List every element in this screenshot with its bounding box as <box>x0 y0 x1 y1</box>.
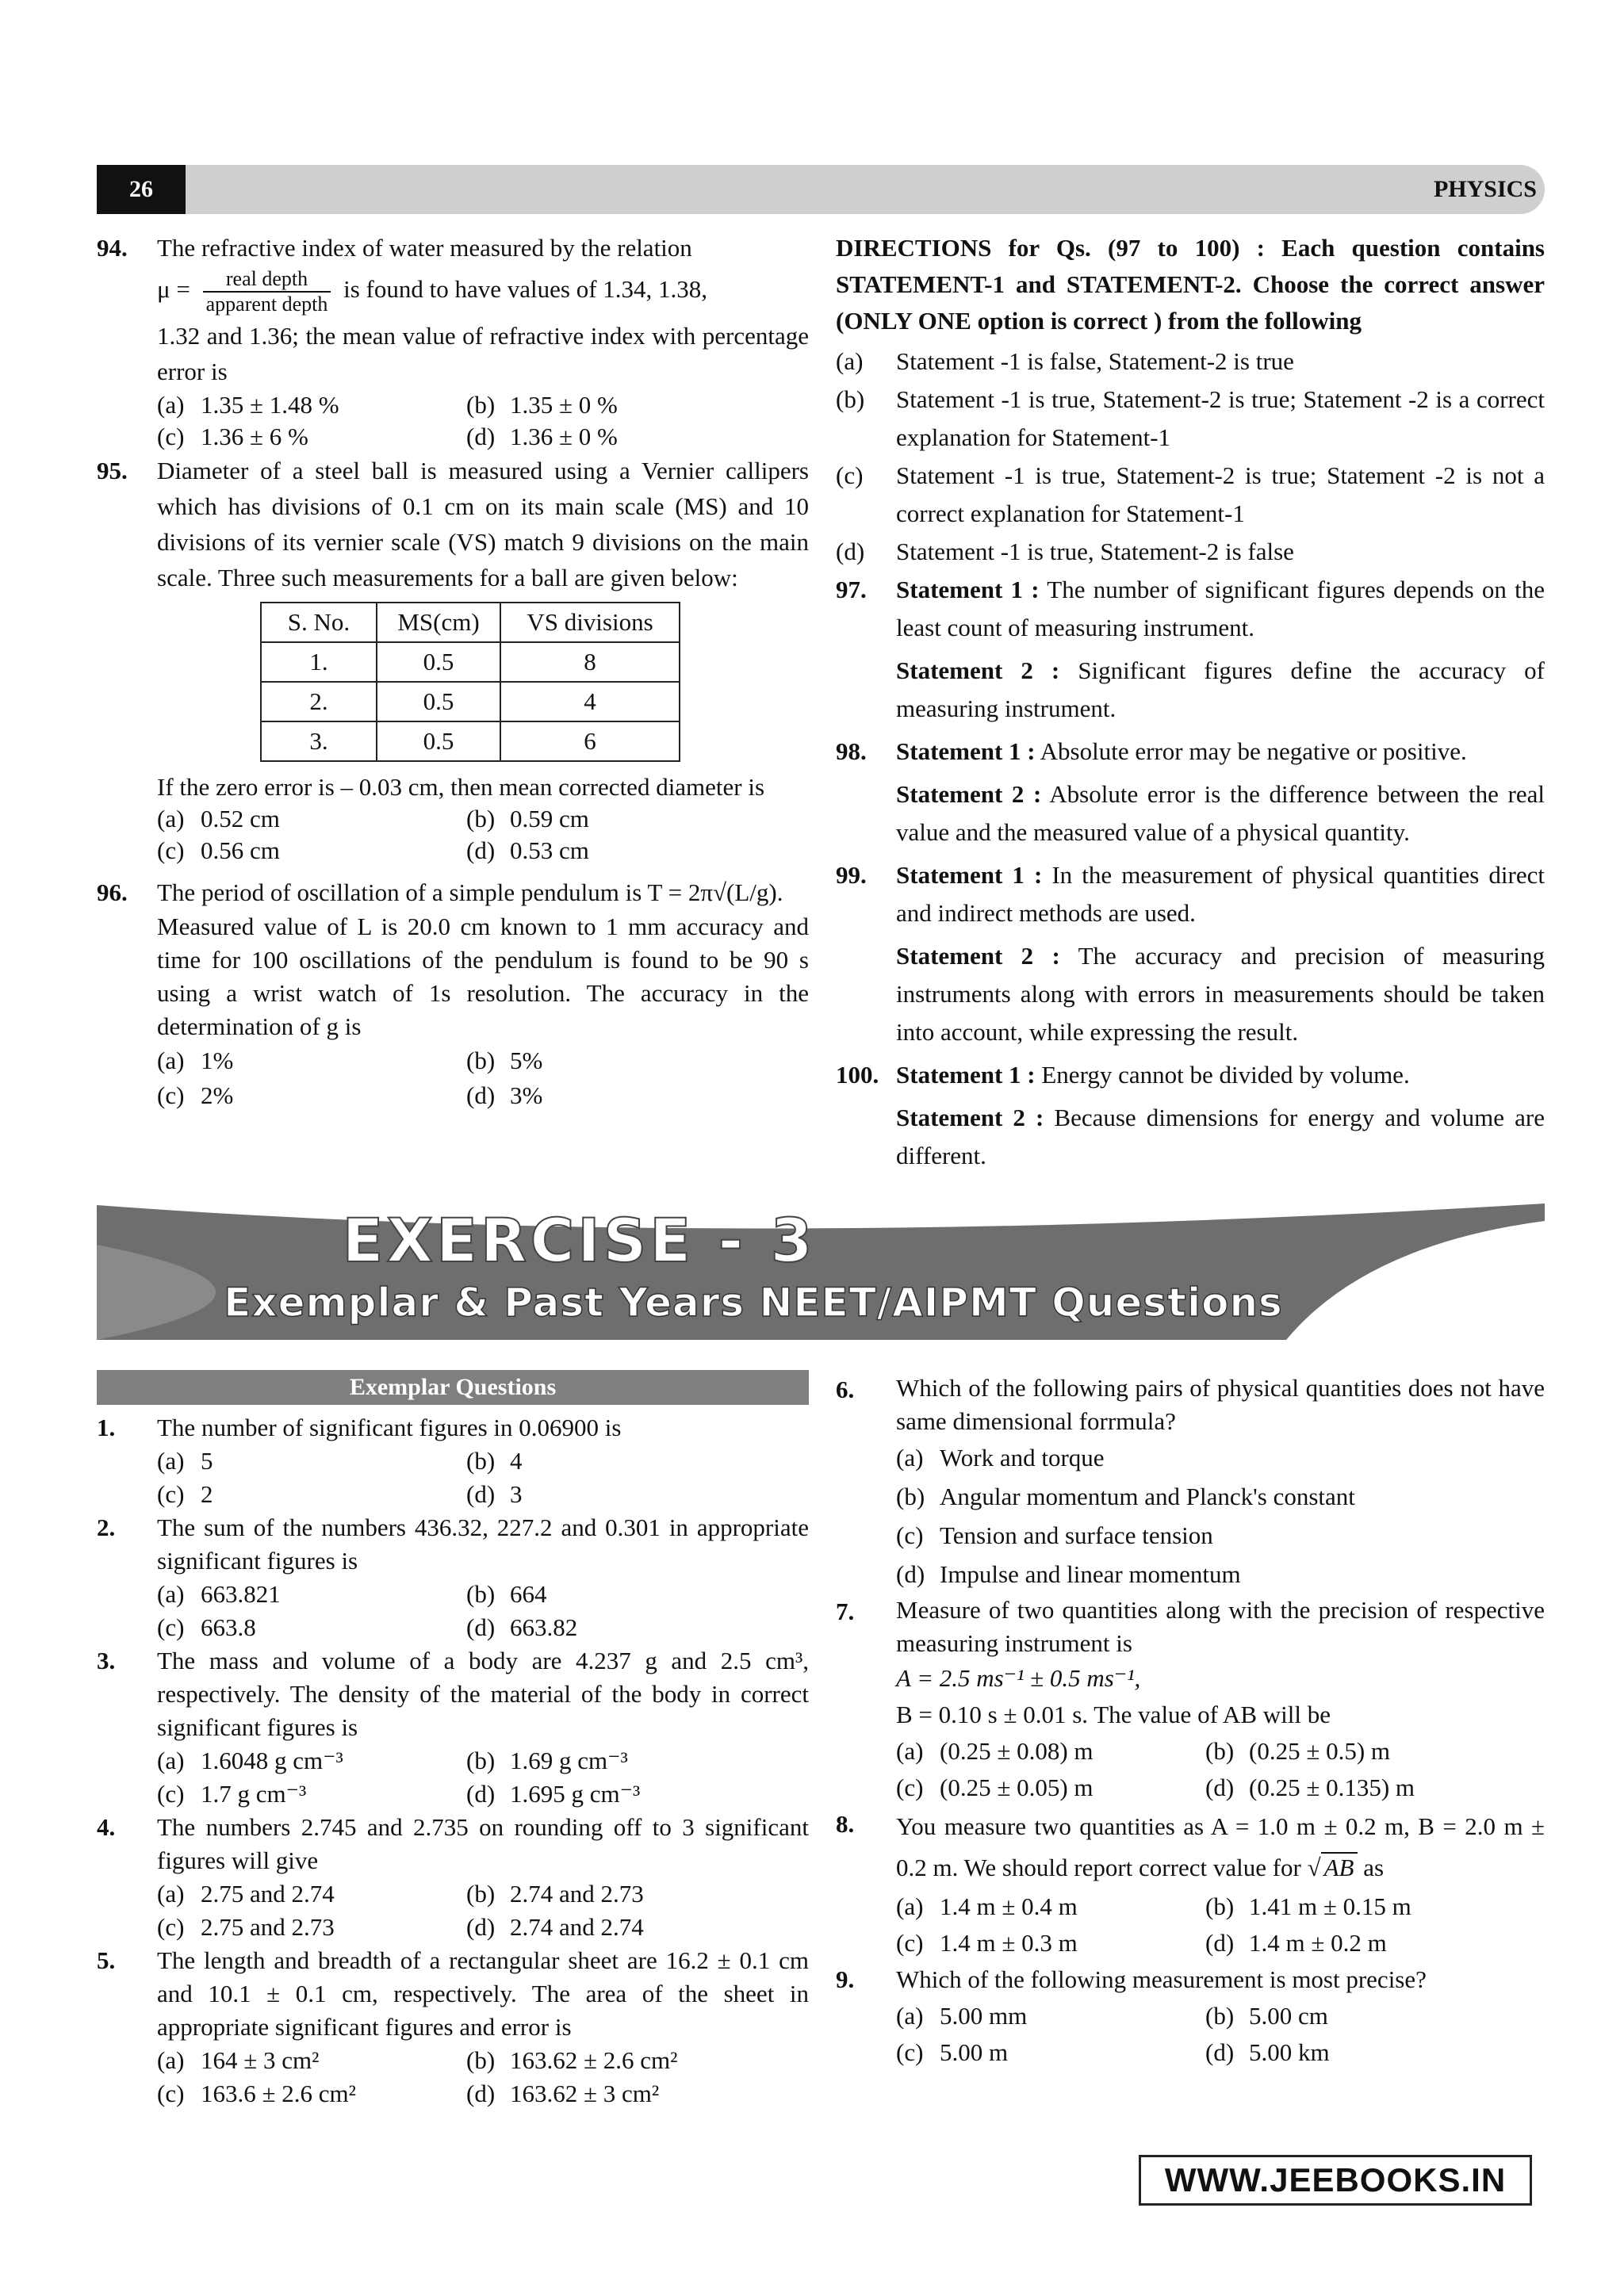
question-number: 6. <box>836 1376 855 1403</box>
option-c: (c) 1.36 ± 6 % <box>157 423 308 450</box>
question-text: Measure of two quantities along with the precision of respective measuring instrument is <box>896 1596 1545 1657</box>
options <box>157 1877 809 1944</box>
question-number: 97. <box>836 576 867 603</box>
statement-1: Statement 1 : Absolute error may be negative or positive. <box>896 737 1467 765</box>
statement-1: Statement 1 : The number of significant figures depends on the least count of measuring instrument. <box>896 576 1545 641</box>
question-text: You measure two quantities as A = 1.0 m ± 0.2 m, B = 2.0 m ± 0.2 m. We should report correct value for <box>896 1812 1545 1881</box>
question-text-line <box>896 1806 1545 1888</box>
option-b: (b) 0.59 cm <box>466 805 589 832</box>
option-c: (c) 5.00 m <box>896 2038 1009 2066</box>
table-header-cell: VS divisions <box>500 603 680 642</box>
question-text: The period of oscillation of a simple pendulum is T = <box>157 878 683 906</box>
question-95 <box>97 453 809 867</box>
header-bar <box>97 165 1545 214</box>
option-c: (c) 1.4 m ± 0.3 m <box>896 1929 1078 1957</box>
question-text: Which of the following measurement is most precise? <box>896 1965 1427 1993</box>
directions-text: DIRECTIONS for Qs. (97 to 100) : Each question contains STATEMENT-1 and STATEMENT-2. Choose the correct answer (ONLY ONE option is correct ) from the following <box>836 234 1545 335</box>
options <box>157 1744 809 1811</box>
option-d: (d) 2.74 and 2.74 <box>466 1913 644 1941</box>
option-b: (b) 5% <box>466 1047 543 1074</box>
option-d: (d) 163.62 ± 3 cm² <box>466 2080 660 2107</box>
question-number: 5. <box>97 1946 116 1974</box>
table-cell: 0.5 <box>377 642 500 682</box>
options <box>896 1733 1545 1806</box>
option-d: (d) 5.00 km <box>1205 2038 1330 2066</box>
option-b: (b) 5.00 cm <box>1205 2002 1328 2030</box>
mu-symbol: μ = <box>157 275 190 304</box>
option-d: (d) 0.53 cm <box>466 836 589 864</box>
exemplar-question-5 <box>97 1944 809 2110</box>
direction-choice-a: (a) Statement -1 is false, Statement-2 is true <box>836 347 1294 375</box>
fraction-numerator: real depth <box>203 267 331 293</box>
option-a: (a) 1.35 ± 1.48 % <box>157 391 339 419</box>
footer-website-link[interactable]: WWW.JEEBOOKS.IN <box>1139 2155 1532 2206</box>
option-a: (a) 1% <box>157 1047 234 1074</box>
option-b: (b) 1.41 m ± 0.15 m <box>1205 1892 1411 1920</box>
question-number: 98. <box>836 737 867 765</box>
option-a: (a) Work and torque <box>896 1444 1105 1471</box>
option-d: (d) 1.695 g cm⁻³ <box>466 1780 641 1808</box>
table-cell: 4 <box>500 682 680 721</box>
exemplar-question-9 <box>836 1961 1545 2071</box>
measurement-table <box>260 602 680 762</box>
option-c: (c) 2% <box>157 1081 234 1109</box>
option-d: (d) 3% <box>466 1081 543 1109</box>
option-b: (b) 1.69 g cm⁻³ <box>466 1747 628 1774</box>
question-text: If the zero error is – 0.03 cm, then mean corrected diameter is <box>157 773 765 801</box>
option-a: (a) 5 <box>157 1447 213 1475</box>
table-cell: 8 <box>500 642 680 682</box>
option-a: (a) 663.821 <box>157 1580 281 1608</box>
option-c: (c) 2 <box>157 1480 213 1508</box>
question-text: The number of significant figures in 0.06900 is <box>157 1414 622 1441</box>
direction-choice-c: (c) Statement -1 is true, Statement-2 is true; Statement -2 is not a correct explanation for Statement-1 <box>836 461 1545 527</box>
exemplar-question-4 <box>97 1811 809 1944</box>
options <box>157 1445 809 1511</box>
question-number: 2. <box>97 1513 116 1541</box>
options <box>157 1578 809 1644</box>
exemplar-question-6 <box>836 1372 1545 1594</box>
options <box>157 2044 809 2110</box>
right-column-top <box>836 230 1545 1175</box>
question-number: 9. <box>836 1965 855 1993</box>
option-d: (d) 3 <box>466 1480 523 1508</box>
question-text: The length and breadth of a rectangular sheet are 16.2 ± 0.1 cm and 10.1 ± 0.1 cm, respectively. The area of the sheet in appropriate significant figures and error is <box>157 1946 809 2041</box>
question-text: The mass and volume of a body are 4.237 g and 2.5 cm³, respectively. The density of the material of the body in correct significant figures is <box>157 1647 809 1741</box>
option-c: (c) 663.8 <box>157 1613 256 1641</box>
options <box>896 1888 1545 1961</box>
option-a: (a) 164 ± 3 cm² <box>157 2046 320 2074</box>
option-b: (b) 664 <box>466 1580 547 1608</box>
exemplar-question-1 <box>97 1411 809 1511</box>
option-c: (c) Tension and surface tension <box>896 1521 1213 1549</box>
quantity-b-line: B = 0.10 s ± 0.01 s. The value of AB will be <box>896 1701 1331 1728</box>
quantity-a-line: A = 2.5 ms⁻¹ ± 0.5 ms⁻¹, <box>896 1664 1141 1692</box>
exemplar-heading: Exemplar Questions <box>97 1370 809 1405</box>
options <box>157 389 809 453</box>
direction-choice-d: (d) Statement -1 is true, Statement-2 is false <box>836 538 1294 565</box>
question-number: 8. <box>836 1810 855 1838</box>
option-b: (b) 4 <box>466 1447 523 1475</box>
option-a: (a) 5.00 mm <box>896 2002 1028 2030</box>
option-c: (c) 0.56 cm <box>157 836 280 864</box>
option-d: (d) 663.82 <box>466 1613 578 1641</box>
pendulum-formula: 2π√(L/g) <box>688 878 777 906</box>
statement-1: Statement 1 : Energy cannot be divided by volume. <box>896 1061 1410 1089</box>
table-cell: 0.5 <box>377 721 500 761</box>
table-row <box>261 682 680 721</box>
fraction <box>203 267 331 316</box>
options <box>896 1438 1545 1594</box>
question-97 <box>836 571 1545 728</box>
option-c: (c) 2.75 and 2.73 <box>157 1913 335 1941</box>
exercise-subtitle: Exemplar & Past Years NEET/AIPMT Questions <box>224 1280 1283 1326</box>
right-column-bottom <box>836 1372 1545 2071</box>
question-text: 1.32 and 1.36; the mean value of refractive index with percentage error is <box>157 322 809 385</box>
exemplar-question-3 <box>97 1644 809 1811</box>
table-header-cell: MS(cm) <box>377 603 500 642</box>
left-column-bottom <box>97 1411 809 2110</box>
option-b: (b) (0.25 ± 0.5) m <box>1205 1737 1391 1765</box>
question-94 <box>97 230 809 453</box>
option-c: (c) 163.6 ± 2.6 cm² <box>157 2080 356 2107</box>
statement-2: Statement 2 : Significant figures define the accuracy of measuring instrument. <box>896 656 1545 722</box>
question-text: Measured value of L is 20.0 cm known to 1 mm accuracy and time for 100 oscillations of the pendulum is found to be 90 s using a wrist watch of 1s resolution. The accuracy in the determination of g is <box>157 913 809 1040</box>
question-number: 100. <box>836 1061 879 1089</box>
table-header-row <box>261 603 680 642</box>
question-number: 95. <box>97 457 128 484</box>
option-b: (b) 163.62 ± 2.6 cm² <box>466 2046 678 2074</box>
table-cell: 0.5 <box>377 682 500 721</box>
question-text: Which of the following pairs of physical quantities does not have same dimensional forrmula? <box>896 1374 1545 1435</box>
header-subject: PHYSICS <box>1433 176 1537 202</box>
statement-2: Statement 2 : Because dimensions for energy and volume are different. <box>896 1104 1545 1169</box>
question-text: The numbers 2.745 and 2.735 on rounding off to 3 significant figures will give <box>157 1813 809 1874</box>
exercise-title: EXERCISE - 3 <box>342 1205 816 1276</box>
option-a: (a) 1.6048 g cm⁻³ <box>157 1747 343 1774</box>
option-d: (d) 1.36 ± 0 % <box>466 423 618 450</box>
equation-line: The period of oscillation of a simple pendulum is T = 2π√(L/g). <box>157 878 783 906</box>
option-b: (b) 1.35 ± 0 % <box>466 391 618 419</box>
question-number: 7. <box>836 1598 855 1625</box>
question-98 <box>836 733 1545 851</box>
exemplar-question-7 <box>836 1594 1545 1806</box>
sqrt-symbol: √ <box>1307 1854 1321 1881</box>
exemplar-question-2 <box>97 1511 809 1644</box>
page-number: 26 <box>129 176 153 202</box>
direction-choice-b: (b) Statement -1 is true, Statement-2 is true; Statement -2 is a correct explanation for Statement-1 <box>836 385 1545 451</box>
question-text: The refractive index of water measured by the relation <box>157 234 692 262</box>
table-cell: 6 <box>500 721 680 761</box>
question-number: 94. <box>97 234 128 262</box>
statement-1: Statement 1 : In the measurement of physical quantities direct and indirect methods are used. <box>896 861 1545 927</box>
option-c: (c) 1.7 g cm⁻³ <box>157 1780 307 1808</box>
option-a: (a) 1.4 m ± 0.4 m <box>896 1892 1078 1920</box>
table-row <box>261 642 680 682</box>
statement-2: Statement 2 : The accuracy and precision of measuring instruments along with errors in measurements should be taken into account, while expressing the result. <box>896 942 1545 1046</box>
option-b: (b) Angular momentum and Planck's constant <box>896 1483 1355 1510</box>
question-number: 3. <box>97 1647 116 1674</box>
options <box>896 1998 1545 2071</box>
option-c: (c) (0.25 ± 0.05) m <box>896 1774 1094 1801</box>
sqrt-radicand: AB <box>1321 1852 1358 1881</box>
table-row <box>261 721 680 761</box>
statement-2: Statement 2 : Absolute error is the difference between the real value and the measured value of a physical quantity. <box>896 780 1545 846</box>
option-a: (a) (0.25 ± 0.08) m <box>896 1737 1094 1765</box>
option-d: (d) Impulse and linear momentum <box>896 1560 1241 1588</box>
table-header-cell: S. No. <box>261 603 377 642</box>
question-number: 1. <box>97 1414 116 1441</box>
question-text: is found to have values of 1.34, 1.38, <box>343 275 708 304</box>
question-text: as <box>1363 1854 1385 1881</box>
question-text: The sum of the numbers 436.32, 227.2 and 0.301 in appropriate significant figures is <box>157 1513 809 1575</box>
question-text: Diameter of a steel ball is measured using a Vernier callipers which has divisions of 0.1 cm on its main scale (MS) and 10 divisions of its vernier scale (VS) match 9 divisions on the main scale. Three such measurements for a ball are given below: <box>157 457 809 591</box>
fraction-denominator: apparent depth <box>205 293 328 316</box>
options <box>157 1043 809 1113</box>
table-cell: 2. <box>261 682 377 721</box>
option-d: (d) (0.25 ± 0.135) m <box>1205 1774 1415 1801</box>
table-cell: 3. <box>261 721 377 761</box>
question-number: 99. <box>836 861 867 889</box>
question-96 <box>97 874 809 1113</box>
option-a: (a) 2.75 and 2.74 <box>157 1880 335 1908</box>
option-a: (a) 0.52 cm <box>157 805 280 832</box>
option-d: (d) 1.4 m ± 0.2 m <box>1205 1929 1387 1957</box>
left-column-top <box>97 230 809 1113</box>
question-100 <box>836 1056 1545 1175</box>
question-number: 4. <box>97 1813 116 1841</box>
exemplar-question-8 <box>836 1806 1545 1961</box>
question-number: 96. <box>97 878 128 906</box>
table-cell: 1. <box>261 642 377 682</box>
directions-choices <box>836 342 1545 571</box>
question-99 <box>836 856 1545 1051</box>
equation-line <box>157 267 809 316</box>
options <box>157 803 809 867</box>
option-b: (b) 2.74 and 2.73 <box>466 1880 644 1908</box>
